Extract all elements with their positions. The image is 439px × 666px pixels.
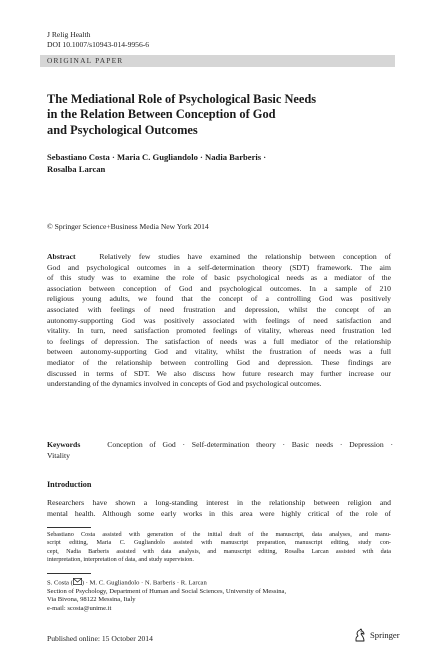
abstract	[47, 252, 391, 390]
affiliation-divider	[47, 573, 91, 574]
introduction-body	[47, 498, 391, 519]
abstract-line: to feelings of depression. The satisfaction of needs was a full mediator of the relationship	[47, 336, 391, 346]
abstract-line: autonomy-supporting God was positively associated with feelings of need satisfaction and	[47, 315, 391, 325]
paper-type-label: ORIGINAL PAPER	[47, 56, 124, 65]
footnote-line: Sebastiano Costa assisted with generation of the initial draft of the manuscript, data analyses, and manu-	[47, 531, 391, 538]
journal-name: J Relig Health	[47, 30, 91, 39]
abstract-line: mediator of the relationship between controlling God and depression. These findings are	[47, 357, 391, 367]
affiliation-department: Section of Psychology, Department of Human and Social Sciences, University of Messina,	[47, 587, 287, 595]
abstract-line: understanding of the dynamics involved in concepts of God and psychological outcomes.	[47, 379, 322, 389]
paper-type-bar	[40, 55, 395, 67]
author-email-link[interactable]: e-mail: scosta@unime.it	[47, 604, 112, 612]
keywords-line: Keywords Conception of God · Self-determination theory · Basic needs · Depression ·	[47, 440, 394, 449]
affiliation-authors: S. Costa ( ) · M. C. Gugliandolo · N. Barberis · R. Larcan	[47, 579, 207, 587]
keywords-label: Keywords	[47, 440, 81, 449]
article-title	[47, 92, 387, 138]
doi[interactable]: DOI 10.1007/s10943-014-9956-6	[47, 40, 150, 49]
contribution-footnote	[47, 531, 391, 565]
abstract-line: religious young adults, we found that the concept of a controlling God was positively	[47, 294, 391, 304]
keywords-line: Vitality	[47, 450, 71, 460]
abstract-line: of this study was to examine the role of basic psychological needs as a mediator of the	[47, 273, 391, 283]
affiliation-address: Via Bivona, 98122 Messina, Italy	[47, 596, 136, 604]
title-line: and Psychological Outcomes	[47, 122, 198, 137]
abstract-line: discussed in terms of SDT. We also discuss how future research may further increase our	[47, 368, 391, 378]
introduction-heading: Introduction	[47, 480, 92, 489]
intro-line: Researchers have shown a long-standing interest in the relationship between religion and	[47, 498, 391, 507]
footnote-divider	[47, 527, 91, 528]
abstract-line: vitality. In turn, need satisfaction promoted feelings of vitality, whereas need frustration led	[47, 326, 391, 336]
footnote-line: script editing, Maria C. Gugliandolo assisted with manuscript preparation, manuscript editing, study con-	[47, 539, 391, 547]
keywords	[47, 440, 393, 461]
affiliation-block	[47, 578, 391, 613]
title-line: The Mediational Role of Psychological Basic Needs	[47, 92, 317, 106]
abstract-line: Abstract Relatively few studies have examined the relationship between conception of	[47, 252, 392, 261]
journal-meta	[47, 30, 149, 50]
publisher-logo	[353, 628, 400, 642]
title-line: in the Relation Between Conception of God	[47, 107, 276, 122]
abstract-line: associated with feelings of need frustration and depression, whilst the concept of an	[47, 304, 391, 314]
copyright-notice: © Springer Science+Business Media New York 2014	[47, 222, 209, 231]
abstract-line: between autonomy-supporting God and vitality, whilst the frustration of needs was a full	[47, 347, 391, 357]
abstract-label: Abstract	[47, 252, 76, 261]
author-list	[47, 151, 266, 175]
footnote-line: interpretation, interpretation of data, and study supervision.	[47, 556, 194, 564]
author-line: Rosalba Larcan	[47, 164, 106, 174]
abstract-line: God and psychological outcomes in a self-determination theory (SDT) framework. The aim	[47, 262, 391, 272]
published-online-date: Published online: 15 October 2014	[47, 634, 153, 643]
publisher-name: Springer	[370, 630, 400, 640]
intro-line: mental health. Although some early works in this area were highly critical of the role of	[47, 508, 391, 518]
abstract-line: association between conception of God and psychological outcomes. In a sample of 210	[47, 283, 391, 293]
springer-knight-icon	[353, 628, 367, 642]
footnote-line: cept, Nadia Barberis assisted with data analysis, and manuscript editing, Rosalba Larcan assisted with data	[47, 547, 391, 555]
envelope-icon	[73, 578, 82, 585]
author-line: Sebastiano Costa · Maria C. Gugliandolo · Nadia Barberis ·	[47, 152, 267, 162]
